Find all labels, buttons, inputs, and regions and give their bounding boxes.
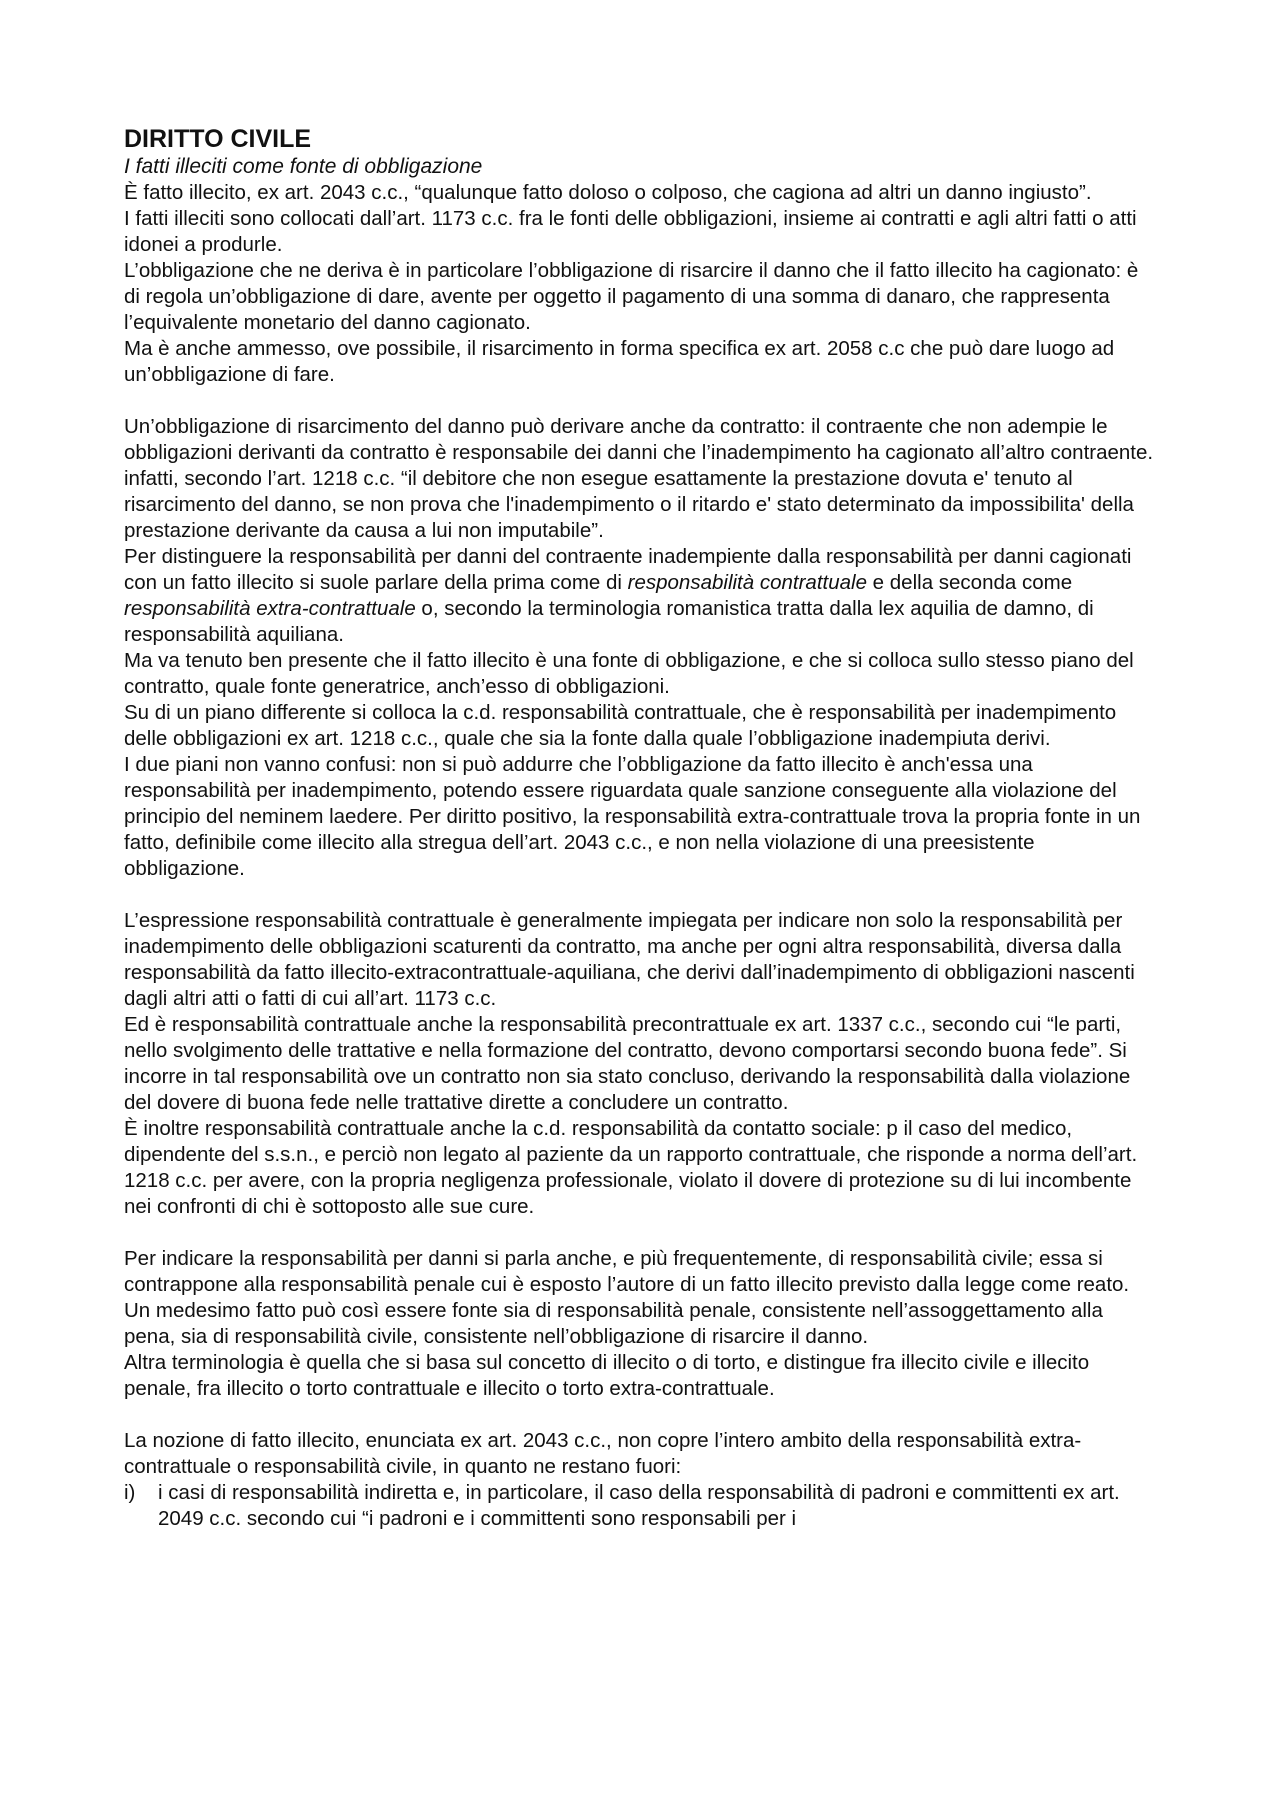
document-title: DIRITTO CIVILE [124,125,312,153]
paragraph: I due piani non vanno confusi: non si può addurre che l’obbligazione da fatto illecito è anch'essa una responsabilità per inadempimento, potendo essere riguardata quale sanzione conseguente alla violazione del principio del neminem laedere. Per diritto positivo, la responsabilità extra-contrattuale trova la propria fonte in un fatto, definibile come illecito alla stregua dell’art. 2043 c.c., e non nella violazione di una preesistente obbligazione. [124,753,1141,880]
document-page [124,124,1154,1532]
paragraph: I fatti illeciti sono collocati dall’art. 1173 c.c. fra le fonti delle obbligazioni, insieme ai contratti e agli altri fatti o atti idonei a produrle. [124,207,1137,256]
section-3 [124,908,1154,1220]
section-4 [124,1246,1154,1402]
paragraph: La nozione di fatto illecito, enunciata ex art. 2043 c.c., non copre l’intero ambito della responsabilità extra-contrattuale o responsabilità civile, in quanto ne restano fuori: [124,1429,1082,1478]
paragraph: Ma va tenuto ben presente che il fatto illecito è una fonte di obbligazione, e che si colloca sullo stesso piano del contratto, quale fonte generatrice, anch’esso di obbligazioni. [124,649,1134,698]
text-run: Per distinguere la responsabilità per danni del contraente inadempiente dalla responsabilità per danni cagionati con un fatto illecito si suole parlare della prima come di [124,545,1132,594]
paragraph: Un medesimo fatto può così essere fonte sia di responsabilità penale, consistente nell’assoggettamento alla pena, sia di responsabilità civile, consistente nell’obbligazione di risarcire il danno. [124,1299,1103,1348]
paragraph: Ed è responsabilità contrattuale anche la responsabilità precontrattuale ex art. 1337 c.c., secondo cui “le parti, nello svolgimento delle trattative e nella formazione del contratto, devono comportarsi secondo buona fede”. Si incorre in tal responsabilità ove un contratto non sia stato concluso, derivando la responsabilità dalla violazione del dovere di buona fede nelle trattative dirette a concludere un contratto. [124,1013,1131,1114]
exceptions-list [124,1480,1154,1532]
paragraph: Un’obbligazione di risarcimento del danno può derivare anche da contratto: il contraente che non adempie le obbligazioni derivanti da contratto è responsabile dei danni che l’inadempimento ha cagionato all’altro contraente. infatti, secondo l’art. 1218 c.c. “il debitore che non esegue esattamente la prestazione dovuta e' tenuto al risarcimento del danno, se non prova che l'inadempimento o il ritardo e' stato determinato da impossibilita' della prestazione derivante da causa a lui non imputabile”. [124,415,1154,542]
text-run: o, secondo la terminologia romanistica tratta dalla lex aquilia de damno, di responsabilità aquiliana. [124,597,1094,646]
paragraph: L’obbligazione che ne deriva è in particolare l’obbligazione di risarcire il danno che il fatto illecito ha cagionato: è di regola un’obbligazione di dare, avente per oggetto il pagamento di una somma di danaro, che rappresenta l’equivalente monetario del danno cagionato. [124,259,1139,334]
italic-term: responsabilità extra-contrattuale [124,597,416,620]
text-run: e della seconda come [866,571,1073,594]
paragraph-spacer [124,388,1154,414]
list-marker: i) [124,1481,136,1504]
paragraph: È inoltre responsabilità contrattuale anche la c.d. responsabilità da contatto sociale: p il caso del medico, dipendente del s.s.n., e perciò non legato al paziente da un rapporto contrattuale, che risponde a norma dell’art. 1218 c.c. per avere, con la propria negligenza professionale, violato il dovere di protezione su di lui incombente nei confronti di chi è sottoposto alle sue cure. [124,1117,1138,1218]
paragraph-spacer [124,1220,1154,1246]
document-subtitle: I fatti illeciti come fonte di obbligazione [124,155,483,178]
section-5 [124,1428,1154,1532]
list-item-text: i casi di responsabilità indiretta e, in particolare, il caso della responsabilità di padroni e committenti ex art. 2049 c.c. secondo cui “i padroni e i committenti sono responsabili per i [158,1481,1120,1530]
section-2 [124,414,1154,882]
paragraph: Su di un piano differente si colloca la c.d. responsabilità contrattuale, che è responsabilità per inadempimento delle obbligazioni ex art. 1218 c.c., quale che sia la fonte dalla quale l’obbligazione inadempiuta derivi. [124,701,1117,750]
paragraph-spacer [124,882,1154,908]
paragraph-with-italics [124,544,1154,648]
paragraph: Altra terminologia è quella che si basa sul concetto di illecito o di torto, e distingue fra illecito civile e illecito penale, fra illecito o torto contrattuale e illecito o torto extra-contrattuale. [124,1351,1090,1400]
paragraph: Per indicare la responsabilità per danni si parla anche, e più frequentemente, di responsabilità civile; essa si contrappone alla responsabilità penale cui è esposto l’autore di un fatto illecito previsto dalla legge come reato. [124,1247,1130,1296]
list-item [124,1480,1154,1532]
italic-term: responsabilità contrattuale [627,571,867,594]
paragraph: Ma è anche ammesso, ove possibile, il risarcimento in forma specifica ex art. 2058 c.c che può dare luogo ad un’obbligazione di fare. [124,337,1115,386]
paragraph: È fatto illecito, ex art. 2043 c.c., “qualunque fatto doloso o colposo, che cagiona ad altri un danno ingiusto”. [124,181,1092,204]
section-1 [124,180,1154,388]
paragraph-spacer [124,1402,1154,1428]
paragraph: L’espressione responsabilità contrattuale è generalmente impiegata per indicare non solo la responsabilità per inadempimento delle obbligazioni scaturenti da contratto, ma anche per ogni altra responsabilità, diversa dalla responsabilità da fatto illecito-extracontrattuale-aquiliana, che derivi dall’inadempimento di obbligazioni nascenti dagli altri atti o fatti di cui all’art. 1173 c.c. [124,909,1135,1010]
